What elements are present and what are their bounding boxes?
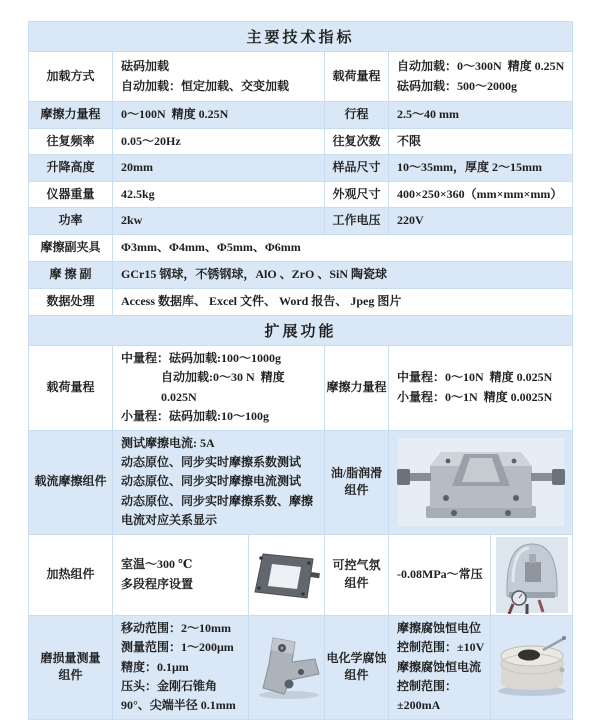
current-friction-label: 载流摩擦组件: [29, 430, 113, 534]
loading-method-value: [113, 52, 325, 102]
value-line: 移动范围：2～10mm: [121, 620, 231, 635]
friction-pair-label: 摩 擦 副: [29, 261, 113, 288]
fixture-value: [113, 234, 573, 261]
label-line: 磨损量测量: [40, 650, 101, 665]
friction-range-label: 摩擦力量程: [29, 102, 113, 129]
lift-height-label: 升降高度: [29, 155, 113, 181]
value-line: 2.5～40 mm: [397, 107, 459, 122]
value-line: 2kw: [121, 213, 143, 228]
power-label: 功率: [29, 208, 113, 234]
ext-friction-range-value: [389, 345, 573, 430]
heating-photo-cell: [249, 534, 325, 615]
load-range-label: 载荷量程: [325, 52, 389, 102]
value-line: 摩擦腐蚀恒电流控制范围：±200mA: [397, 659, 482, 713]
label-line: 油/脂润滑: [330, 465, 383, 480]
weight-label: 仪器重量: [29, 181, 113, 207]
voltage-value: [389, 208, 573, 234]
stroke-label: 行程: [325, 102, 389, 129]
value-line: 0.05～20Hz: [121, 134, 181, 148]
sample-size-value: [389, 155, 573, 181]
value-line: 动态原位、同步实时摩擦系数测试: [121, 454, 302, 469]
frequency-value: [113, 129, 325, 155]
current-friction-value: [113, 430, 325, 534]
value-line: 砝码加载: [121, 59, 170, 74]
fixture-label: 摩擦副夹具: [29, 234, 113, 261]
value-line: 不限: [397, 134, 422, 148]
value-line: 10～35mm，厚度 2～15mm: [397, 160, 542, 175]
ext-friction-range-label: 摩擦力量程: [325, 345, 389, 430]
atmosphere-value: [389, 534, 491, 615]
controlled-atmosphere-chamber-photo: [492, 536, 571, 614]
value-line: GCr15 钢球，不锈钢球，AlO 、ZrO 、SiN 陶瓷球: [121, 267, 387, 282]
label-line: 组件: [58, 668, 83, 683]
value-line: -0.08MPa～常压: [397, 566, 483, 581]
heating-stage-photo: [250, 544, 323, 606]
oil-grease-lubrication-fixture-photo: [390, 436, 571, 528]
value-line: 小量程：0～1N 精度 0.0025N: [397, 389, 553, 404]
label-line: 电化学腐蚀: [326, 650, 387, 665]
cycles-value: [389, 129, 573, 155]
value-line: 精度：0.1μm: [121, 659, 189, 674]
value-line: Φ3mm、Φ4mm、Φ5mm、Φ6mm: [121, 240, 301, 255]
value-line: 20mm: [121, 160, 153, 175]
cycles-label: 往复次数: [325, 129, 389, 155]
value-line: 动态原位、同步实时摩擦系数、摩擦电流对应关系显示: [121, 493, 314, 528]
label-line: 组件: [344, 575, 369, 590]
dimensions-value: [389, 181, 573, 207]
dimensions-label: 外观尺寸: [325, 181, 389, 207]
value-line: 自动加载:0～30 N 精度 0.025N: [161, 370, 288, 404]
electrochemical-photo-cell: [491, 615, 573, 719]
value-line: 室温～300 ℃: [121, 557, 193, 572]
value-line: 压头：金刚石锥角90°、尖端半径 0.1mm: [121, 679, 236, 713]
friction-range-value: [113, 102, 325, 129]
value-line: 中量程：砝码加载:100～1000g: [121, 350, 281, 365]
value-line: 42.5kg: [121, 186, 155, 201]
data-processing-label: 数据处理: [29, 288, 113, 315]
value-line: 0～100N 精度 0.25N: [121, 107, 229, 122]
stroke-value: [389, 102, 573, 129]
electrochemical-value: [389, 615, 491, 719]
weight-value: [113, 181, 325, 207]
spec-table: [28, 21, 573, 720]
ext-load-range-label: 载荷量程: [29, 345, 113, 430]
heating-value: [113, 534, 249, 615]
friction-pair-value: [113, 261, 573, 288]
atmosphere-photo-cell: [491, 534, 573, 615]
electrochemical-corrosion-cell-photo: [492, 634, 571, 700]
value-line: 砝码加载：500～2000g: [397, 78, 518, 93]
loading-method-label: 加载方式: [29, 52, 113, 102]
value-line: 多段程序设置: [121, 576, 194, 591]
ext-section-title: 扩展功能: [29, 315, 573, 345]
atmosphere-label: [325, 534, 389, 615]
ext-load-range-value: [113, 345, 325, 430]
label-line: 组件: [344, 668, 369, 683]
oil-lubrication-label: [325, 430, 389, 534]
value-line: 自动加载：恒定加载、交变加载: [121, 78, 290, 93]
value-line: 测量范围：1～200μm: [121, 640, 234, 655]
wear-photo-cell: [249, 615, 325, 719]
oil-lubrication-photo-cell: [389, 430, 573, 534]
wear-label: [29, 615, 113, 719]
main-section-title: 主要技术指标: [29, 22, 573, 52]
value-line: 测试摩擦电流: 5A: [121, 435, 215, 450]
value-line: Access 数据库、 Excel 文件、 Word 报告、 Jpeg 图片: [121, 294, 402, 309]
heating-label: 加热组件: [29, 534, 113, 615]
frequency-label: 往复频率: [29, 129, 113, 155]
label-line: 可控气氛: [332, 558, 381, 573]
value-line: 220V: [397, 213, 424, 228]
value-line: 中量程：0～10N 精度 0.025N: [397, 370, 553, 385]
wear-displacement-sensor-photo: [250, 632, 323, 702]
load-range-value: [389, 52, 573, 102]
value-line: 小量程：砝码加载:10～100g: [121, 409, 269, 424]
lift-height-value: [113, 155, 325, 181]
data-processing-value: [113, 288, 573, 315]
electrochemical-label: [325, 615, 389, 719]
value-line: 400×250×360（mm×mm×mm）: [397, 186, 563, 201]
value-line: 动态原位、同步实时摩擦电流测试: [121, 474, 302, 489]
sample-size-label: 样品尺寸: [325, 155, 389, 181]
value-line: 自动加载：0～300N 精度 0.25N: [397, 59, 565, 74]
label-line: 组件: [344, 483, 369, 498]
voltage-label: 工作电压: [325, 208, 389, 234]
value-line: 摩擦腐蚀恒电位控制范围：±10V: [397, 620, 485, 655]
wear-value: [113, 615, 249, 719]
power-value: [113, 208, 325, 234]
